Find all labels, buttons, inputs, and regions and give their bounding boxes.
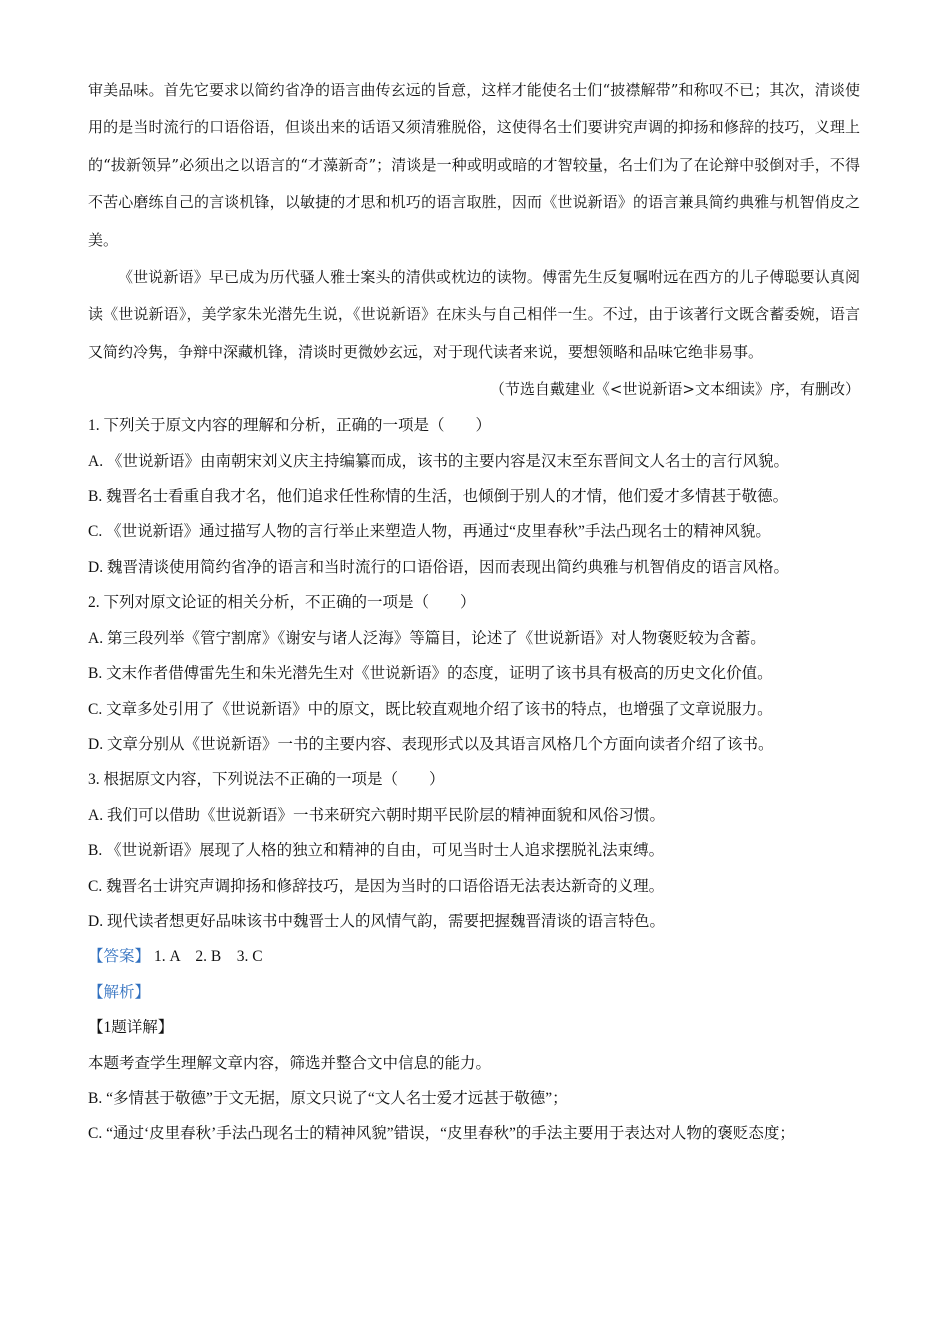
passage-paragraph: 《世说新语》早已成为历代骚人雅士案头的清供或枕边的读物。傅雷先生反复嘱咐远在西方的儿子傅聪要认真阅读《世说新语》，美学家朱光潜先生说，《世说新语》在床头与自己相伴一生。不过，由于该著行文既含蓄委婉，语言又简约冷隽，争辩中深藏机锋，清谈时更微妙玄远，对于现代读者来说，要想领略和品味它绝非易事。 [88, 268, 860, 361]
question-option: C. 《世说新语》通过描写人物的言行举止来塑造人物，再通过“皮里春秋”手法凸现名士的精神风貌。 [88, 523, 771, 541]
question-2 [88, 585, 860, 762]
question-option: B. 文末作者借傅雷先生和朱光潜先生对《世说新语》的态度，证明了该书具有极高的历史文化价值。 [88, 665, 773, 683]
analysis-q1-option-c: C. “通过‘皮里春秋’手法凸现名士的精神风貌”错误，“皮里春秋”的手法主要用于表达对人物的褒贬态度； [88, 1125, 795, 1143]
question-option: C. 魏晋名士讲究声调抑扬和修辞技巧，是因为当时的口语俗语无法表达新奇的义理。 [88, 877, 665, 895]
question-option: D. 文章分别从《世说新语》一书的主要内容、表现形式以及其语言风格几个方面向读者介绍了该书。 [88, 735, 774, 753]
question-stem: 1. 下列关于原文内容的理解和分析，正确的一项是（ ） [88, 417, 492, 435]
question-3 [88, 762, 860, 939]
analysis-line [88, 975, 860, 1010]
question-option: A. 第三段列举《管宁割席》《谢安与诸人泛海》等篇目，论述了《世说新语》对人物褒贬较为含蓄。 [88, 629, 766, 647]
question-option: B. 《世说新语》展现了人格的独立和精神的自由，可见当时士人追求摆脱礼法束缚。 [88, 842, 665, 860]
passage-source: （节选自戴建业《<世说新语>文本细读》序，有删改） [489, 380, 860, 399]
answer-value: 1. A 2. B 3. C [154, 948, 263, 966]
answer-tag: 【答案】 [88, 948, 151, 966]
question-stem: 3. 根据原文内容，下列说法不正确的一项是（ ） [88, 771, 445, 789]
analysis-q1-intro: 本题考查学生理解文章内容，筛选并整合文中信息的能力。 [88, 1054, 492, 1072]
analysis-q1-option-b: B. “多情甚于敬德”于文无据，原文只说了“文人名士爱才远甚于敬德”； [88, 1089, 568, 1107]
question-option: C. 文章多处引用了《世说新语》中的原文，既比较直观地介绍了该书的特点，也增强了文章说服力。 [88, 700, 773, 718]
question-stem: 2. 下列对原文论证的相关分析，不正确的一项是（ ） [88, 594, 476, 612]
question-option: A. 《世说新语》由南朝宋刘义庆主持编纂而成，该书的主要内容是汉末至东晋间文人名士的言行风貌。 [88, 452, 789, 470]
question-option: B. 魏晋名士看重自我才名，他们追求任性称情的生活，也倾倒于别人的才情，他们爱才多情甚于敬德。 [88, 488, 789, 506]
analysis-tag: 【解析】 [88, 983, 151, 1001]
question-option: D. 魏晋清谈使用简约省净的语言和当时流行的口语俗语，因而表现出简约典雅与机智俏皮的语言风格。 [88, 558, 789, 576]
question-option: A. 我们可以借助《世说新语》一书来研究六朝时期平民阶层的精神面貌和风俗习惯。 [88, 806, 665, 824]
answer-line [88, 939, 860, 974]
question-option: D. 现代读者想更好品味该书中魏晋士人的风情气韵，需要把握魏晋清谈的语言特色。 [88, 912, 665, 930]
passage-paragraph: 审美品味。首先它要求以简约省净的语言曲传玄远的旨意，这样才能使名士们“披襟解带”和称叹不已；其次，清谈使用的是当时流行的口语俗语，但谈出来的话语又须清雅脱俗，这使得名士们要讲究声调的抑扬和修辞的技巧，义理上的“拔新领异”必须出之以语言的“才藻新奇”；清谈是一种或明或暗的才智较量，名士们为了在论辩中驳倒对手，不得不苦心磨练自己的言谈机锋，以敏捷的才思和机巧的语言取胜，因而《世说新语》的语言兼具简约典雅与机智俏皮之美。 [88, 81, 860, 249]
question-1 [88, 408, 860, 585]
document-page [88, 72, 860, 1152]
analysis-q1-heading: 【1题详解】 [88, 1019, 174, 1037]
